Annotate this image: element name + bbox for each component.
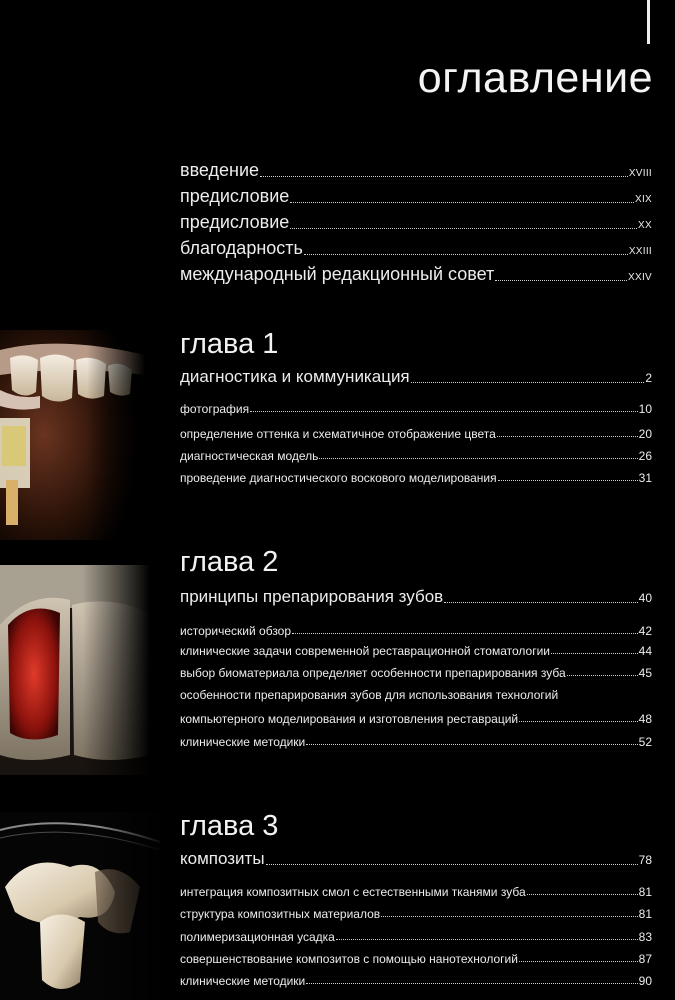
toc-label: клинические методики bbox=[180, 974, 306, 988]
toc-page: 90 bbox=[638, 974, 652, 988]
toc-page: 20 bbox=[638, 427, 652, 441]
toc-page: XVIII bbox=[628, 168, 652, 179]
toc-entry[interactable] bbox=[180, 449, 652, 463]
toc-entry[interactable] bbox=[180, 735, 652, 749]
toc-entry[interactable] bbox=[180, 471, 652, 485]
chapter-1-heading: глава 1 bbox=[180, 328, 279, 360]
toc-entry[interactable] bbox=[180, 666, 652, 680]
toc-label: исторический обзор bbox=[180, 624, 292, 638]
toc-label: клинические задачи современной реставрационной стоматологии bbox=[180, 644, 550, 658]
toc-label: принципы препарирования зубов bbox=[180, 587, 444, 606]
dot-leader bbox=[292, 632, 638, 634]
toc-label: полимеризационная усадка bbox=[180, 930, 335, 944]
toc-label: фотография bbox=[180, 402, 250, 416]
dot-leader bbox=[498, 479, 638, 481]
dot-leader bbox=[444, 601, 637, 603]
toc-page: XXIII bbox=[628, 246, 652, 257]
dot-leader bbox=[290, 201, 634, 203]
photo-tooth-preparation bbox=[0, 565, 150, 775]
toc-label: благодарность bbox=[180, 238, 303, 258]
photo-smile-restoration bbox=[0, 330, 145, 540]
toc-page: 81 bbox=[638, 885, 652, 899]
toc-page: XX bbox=[638, 220, 652, 231]
dot-leader bbox=[527, 893, 638, 895]
toc-label: структура композитных материалов bbox=[180, 907, 381, 921]
toc-entry[interactable] bbox=[180, 712, 652, 726]
dot-leader bbox=[306, 743, 637, 745]
photo-ceramic-crowns bbox=[0, 812, 165, 1000]
chapter-1-title-entry[interactable] bbox=[180, 367, 652, 387]
dot-leader bbox=[495, 279, 627, 281]
dot-leader bbox=[319, 457, 637, 459]
dot-leader bbox=[381, 915, 637, 917]
toc-page: 52 bbox=[638, 735, 652, 749]
header-accent-bar bbox=[647, 0, 650, 44]
dot-leader bbox=[266, 863, 638, 865]
toc-label: компьютерного моделирования и изготовления реставраций bbox=[180, 712, 519, 726]
toc-page: 40 bbox=[638, 591, 652, 605]
toc-label: диагностическая модель bbox=[180, 449, 319, 463]
dot-leader bbox=[411, 381, 645, 383]
dot-leader bbox=[519, 960, 638, 962]
toc-entry[interactable] bbox=[180, 952, 652, 966]
toc-entry[interactable] bbox=[180, 624, 652, 638]
toc-entry[interactable] bbox=[180, 644, 652, 658]
toc-label: введение bbox=[180, 160, 260, 180]
toc-label: композиты bbox=[180, 849, 265, 868]
toc-label: совершенствование композитов с помощью нанотехнологий bbox=[180, 952, 518, 966]
chapter-3-title-entry[interactable] bbox=[180, 849, 652, 869]
toc-label: определение оттенка и схематичное отображение цвета bbox=[180, 427, 496, 441]
toc-label: предисловие bbox=[180, 212, 290, 232]
toc-entry-preface-2[interactable] bbox=[180, 212, 652, 233]
toc-label: выбор биоматериала определяет особенности препарирования зуба bbox=[180, 666, 566, 680]
toc-page: 42 bbox=[638, 624, 652, 638]
dot-leader bbox=[260, 175, 628, 177]
dot-leader bbox=[567, 674, 638, 676]
toc-entry[interactable] bbox=[180, 930, 652, 944]
toc-entry-preface-1[interactable] bbox=[180, 186, 652, 207]
toc-entry-editorial-board[interactable] bbox=[180, 264, 652, 285]
dot-leader bbox=[304, 253, 628, 255]
page-title: оглавление bbox=[417, 54, 653, 102]
toc-page: 83 bbox=[638, 930, 652, 944]
toc-label: предисловие bbox=[180, 186, 290, 206]
toc-page: 87 bbox=[638, 952, 652, 966]
toc-entry-acknowledgements[interactable] bbox=[180, 238, 652, 259]
dot-leader bbox=[290, 227, 637, 229]
toc-page: XXIV bbox=[628, 272, 652, 283]
toc-page: 81 bbox=[638, 907, 652, 921]
toc-entry[interactable] bbox=[180, 974, 652, 988]
toc-page: 10 bbox=[638, 402, 652, 416]
dot-leader bbox=[519, 720, 638, 722]
toc-entry[interactable] bbox=[180, 885, 652, 899]
chapter-2-title-entry[interactable] bbox=[180, 587, 652, 607]
toc-entry[interactable] bbox=[180, 907, 652, 921]
toc-label: клинические методики bbox=[180, 735, 306, 749]
toc-label: диагностика и коммуникация bbox=[180, 367, 410, 386]
toc-entry-multiline-first[interactable]: особенности препарирования зубов для использования технологий bbox=[180, 688, 559, 702]
dot-leader bbox=[306, 982, 637, 984]
toc-entry-intro[interactable] bbox=[180, 160, 652, 181]
chapter-3-heading: глава 3 bbox=[180, 810, 279, 842]
toc-label: международный редакционный совет bbox=[180, 264, 495, 284]
toc-label: интеграция композитных смол с естественными тканями зуба bbox=[180, 885, 526, 899]
toc-page: 78 bbox=[638, 853, 652, 867]
toc-page: 2 bbox=[645, 371, 652, 385]
dot-leader bbox=[551, 652, 638, 654]
dot-leader bbox=[250, 410, 638, 412]
toc-entry[interactable] bbox=[180, 427, 652, 441]
toc-label: проведение диагностического воскового моделирования bbox=[180, 471, 497, 485]
toc-page: XIX bbox=[634, 194, 652, 205]
dot-leader bbox=[336, 938, 638, 940]
toc-page: 31 bbox=[638, 471, 652, 485]
toc-page: 48 bbox=[638, 712, 652, 726]
dot-leader bbox=[497, 435, 638, 437]
chapter-2-heading: глава 2 bbox=[180, 546, 279, 578]
toc-page: 26 bbox=[638, 449, 652, 463]
toc-entry[interactable] bbox=[180, 402, 652, 416]
toc-page: 45 bbox=[638, 666, 652, 680]
toc-page: 44 bbox=[638, 644, 652, 658]
